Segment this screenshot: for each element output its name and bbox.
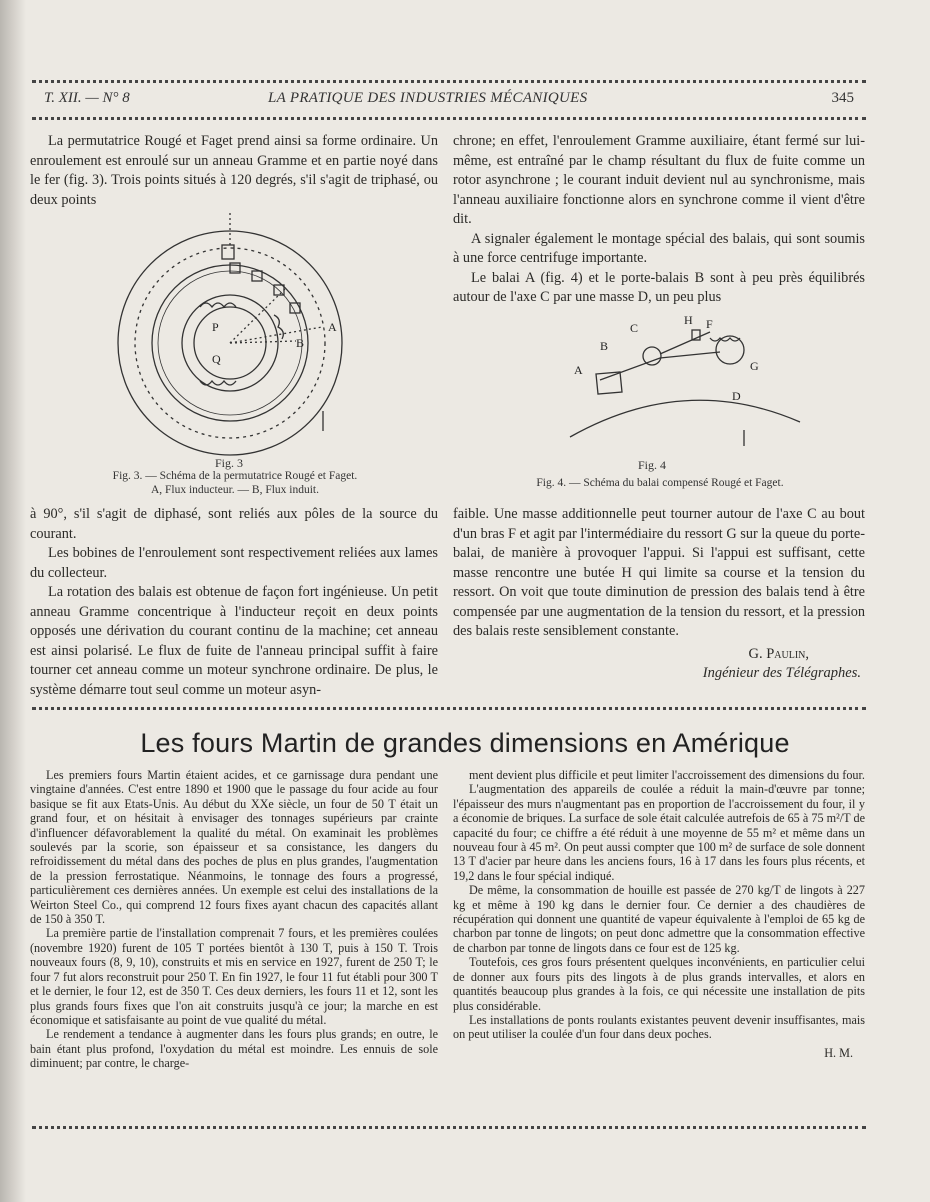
article-right-column	[453, 768, 865, 1060]
paragraph: Le rendement a tendance à augmenter dans les fours plus grands; en outre, le bain étant plus profond, l'oxydation du métal est moindre. Les ennuis de sole diminuent; par contre, le charge-	[30, 1027, 438, 1071]
page-number: 345	[831, 90, 854, 106]
volume-number: T. XII. — N° 8	[44, 90, 130, 106]
paragraph: La première partie de l'installation comprenait 7 fours, et les premières coulées (novembre 1920) furent de 105 T portées bientôt à 130 T, puis à 150 T. Trois nouveaux fours (8, 9, 10), construits et mis en service en 1927, furent de 250 T; le four 7 fut alors reconstruit pour 250 T. En fin 1927, le four 11 fut établi pour 300 T et le dernier, le four 12, est de 350 T. Ces deux derniers, les fours 11 et 12, sont les plus grands fours fixes que l'on ait construits jusqu'à ce jour; la marche en est économique et satisfaisante au point de vue qualité du métal.	[30, 926, 438, 1027]
running-header	[44, 90, 854, 112]
left-column-top	[30, 132, 438, 210]
letter-h: H	[684, 313, 693, 327]
brush-a	[596, 372, 622, 394]
paragraph: faible. Une masse additionnelle peut tourner autour de l'axe C au bout d'un bras F et agit par l'intermédiaire du ressort G sur la queue du porte-balai, de manière à provoquer l'appui. Si l'appui est suffisant, cette masse rencontre une butée H qui limite sa course et la tension du ressort. On voit que toute diminution de pression des balais tend à être compensée par une augmentation de la tension du ressort, et la pression des balais reste sensiblement constante.	[453, 506, 865, 639]
right-column-bottom	[453, 505, 865, 683]
paragraph: A signaler également le montage spécial des balais, qui sont soumis à une force centrifuge importante.	[453, 230, 865, 266]
figure-4-diagram	[560, 312, 810, 452]
figure-3-caption	[40, 469, 430, 497]
bottom-rule	[32, 1126, 866, 1129]
header-bottom-rule	[32, 117, 866, 120]
paragraph: La rotation des balais est obtenue de façon fort ingénieuse. Un petit anneau Gramme concentrique à l'inducteur reçoit en deux points opposés une dérivation du courant continu de la machine; cet anneau est ainsi polarisé. Le flux de fuite de l'anneau principal suffit à faire tourner cet anneau comme un moteur synchrone ordinaire. De plus, le système démarre tout seul comme un moteur asyn-	[30, 584, 438, 698]
paragraph: à 90°, s'il s'agit de diphasé, sont reliés aux pôles de la source du courant.	[30, 506, 438, 542]
figure-3-label: Fig. 3	[215, 456, 244, 470]
header-top-rule	[32, 80, 866, 83]
letter-p: P	[212, 320, 219, 334]
binding-shadow	[0, 0, 26, 1202]
letter-f: F	[706, 317, 713, 331]
coil-bottom	[200, 381, 236, 385]
figure-4	[560, 312, 810, 452]
figure-3	[90, 205, 380, 457]
article-title: Les fours Martin de grandes dimensions en Amérique	[140, 728, 790, 758]
section-rule	[32, 707, 866, 710]
mass-d	[716, 336, 744, 364]
figure-4-label: Fig. 4	[638, 458, 667, 472]
brush-holder-arm	[600, 352, 720, 380]
article-initials: H. M.	[824, 1045, 853, 1060]
letter-g: G	[750, 359, 759, 373]
caption-line: A, Flux inducteur. — B, Flux induit.	[150, 484, 320, 496]
paragraph: Les premiers fours Martin étaient acides, et ce garnissage dura pendant une vingtaine d'années. C'est entre 1890 et 1900 que le passage du four acide au four basique se fit aux Etats-Unis. Au début du XXe siècle, un four de 50 T était un grand four, et on hésitait à envisager des tonnages supérieurs par crainte d'influencer défavorablement la qualité du métal. On examinait les problèmes soulevés par la scorie, son épaisseur et sa consistance, les dangers du refroidissement du métal dans des poches de plus en plus grandes, l'augmentation de la pression ferrostatique. Néanmoins, le tonnage des fours a progressé, particulièrement ces dernières années. Un exemple est celui des installations de la Weirton Steel Co., qui comprend 12 fours fixes ayant chacun des capacités allant de 150 à 350 T.	[30, 768, 438, 927]
letter-d: D	[732, 389, 741, 403]
paragraph: chrone; en effet, l'enroulement Gramme auxiliaire, étant fermé sur lui-même, est entraîné par le champ résultant du flux de fuite comme un rotor asynchrone ; le courant induit devient nul au synchronisme, mais l'anneau auxiliaire fonctionne alors en synchrone comme il vient d'être dit.	[453, 133, 865, 227]
paragraph: La permutatrice Rougé et Faget prend ainsi sa forme ordinaire. Un enroulement est enroulé sur un anneau Gramme et en partie noyé dans le fer (fig. 3). Trois points situés à 120 degrés, s'il s'agit de triphasé, ou deux points	[30, 133, 438, 208]
axis-c	[643, 347, 661, 365]
paragraph: Le balai A (fig. 4) et le porte-balais B sont à peu près équilibrés autour de l'axe C par une masse D, un peu plus	[453, 269, 865, 305]
paragraph: ment devient plus difficile et peut limiter l'accroissement des dimensions du four.	[469, 768, 865, 782]
brush-block	[222, 245, 234, 259]
commutator-arc	[570, 400, 800, 437]
letter-b: B	[296, 336, 305, 350]
arm-f	[660, 332, 710, 354]
letter-q: Q	[212, 352, 221, 366]
letter-b: B	[600, 339, 609, 353]
paragraph: Les installations de ponts roulants existantes peuvent devenir insuffisantes, mais on peut utiliser la coulée d'un four dans deux poches.	[453, 1012, 865, 1042]
paragraph: De même, la consommation de houille est passée de 270 kg/T de lingots à 227 kg et même à 190 kg dans le dernier four. Ce dernier a des chaudières de récupération qui donnent une quantité de vapeur équivalente à l'emploi de 65 kg de charbon par tonne de lingots; on peut donc admettre que la consommation effective de charbon par tonne de lingots dans ce four est de 125 kg.	[453, 883, 865, 955]
paragraph: L'augmentation des appareils de coulée a réduit la main-d'œuvre par tonne; l'épaisseur des murs n'augmentant pas en proportion de l'accroissement du four, il y a économie de briques. La surface de sole était calculée autrefois de 65 à 75 m²/T de capacité du four; ce chiffre a été réduit à une moyenne de 55 m² et même dans un nouveau four à 45 m². On peut aussi compter que 100 m² de surface de sole donnent 13 T d'acier par heure dans les anciens fours, 16 à 17 dans les fours plus récents, et 19,2 dans le four spécial indiqué.	[453, 782, 865, 883]
figure-3-diagram	[90, 205, 380, 457]
letter-a: A	[574, 363, 583, 377]
journal-title: LA PRATIQUE DES INDUSTRIES MÉCANIQUES	[268, 90, 588, 106]
article-left-column	[30, 768, 438, 1071]
signature	[453, 645, 865, 683]
letter-c: C	[630, 321, 639, 335]
figure-4-caption: Fig. 4. — Schéma du balai compensé Rougé et Faget.	[536, 477, 784, 489]
letter-a: A	[328, 320, 337, 334]
paragraph: Les bobines de l'enroulement sont respectivement reliées aux lames du collecteur.	[30, 545, 438, 581]
author-title: Ingénieur des Télégraphes.	[702, 664, 861, 681]
author-name: G. Paulin,	[748, 645, 809, 662]
caption-line: Fig. 3. — Schéma de la permutatrice Rougé et Faget.	[112, 470, 358, 482]
right-column-top	[453, 132, 865, 308]
spring-g	[710, 338, 740, 341]
left-column-bottom	[30, 505, 438, 700]
paragraph: Toutefois, ces gros fours présentent quelques inconvénients, en particulier celui de donner aux fours pits des lingots à de plus grands intervalles, et alors en quantités beaucoup plus grandes à la fois, ce qui nécessite une installation de pits plus considérable.	[453, 955, 865, 1013]
